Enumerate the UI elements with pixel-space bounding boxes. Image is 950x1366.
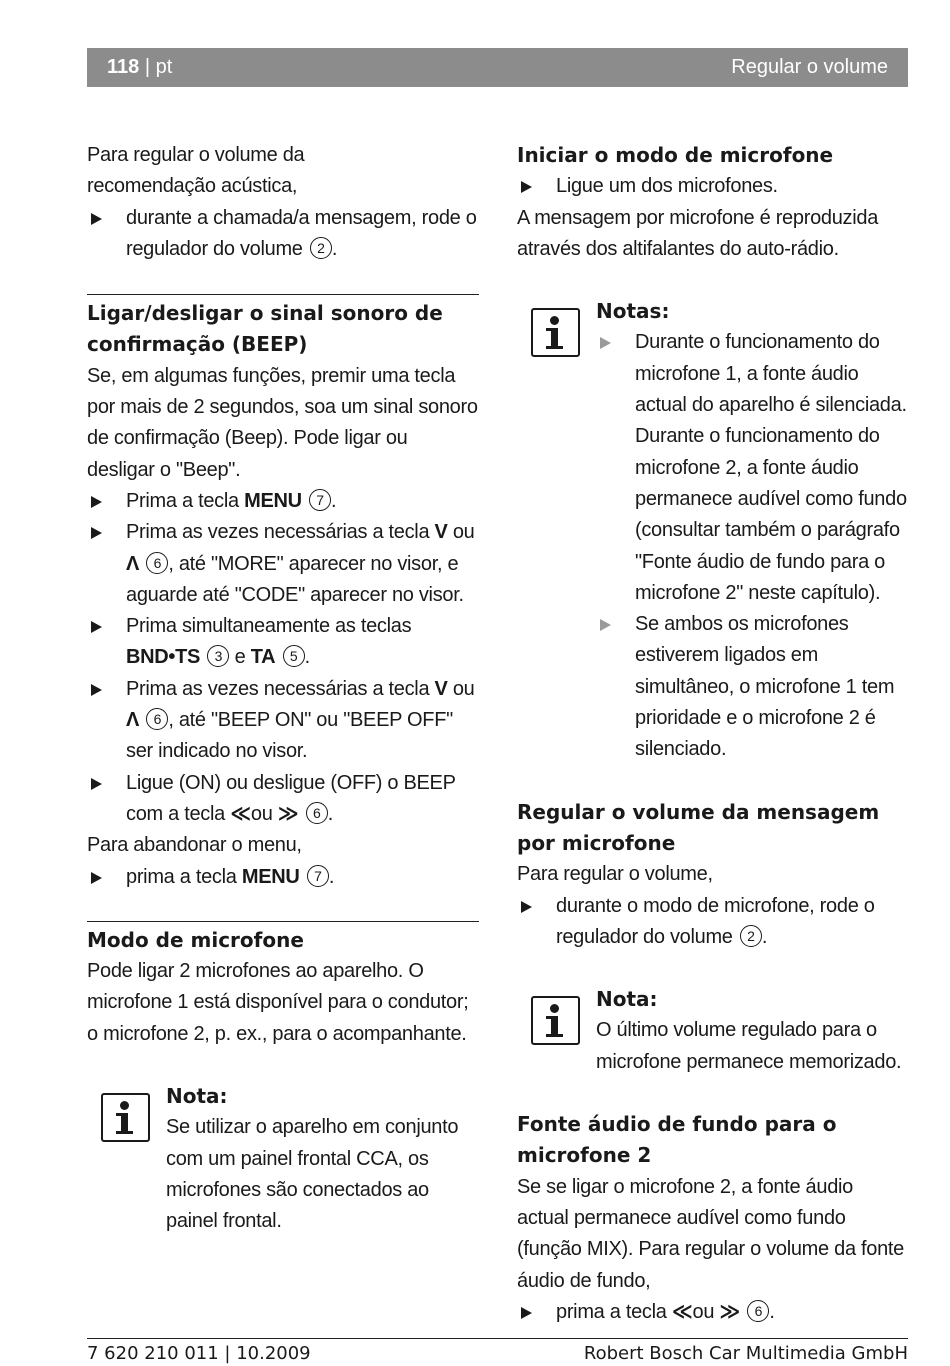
- bullet-arrow-icon: [600, 337, 611, 349]
- key-right-icon: ≫: [277, 802, 299, 825]
- ref-number: 2: [310, 237, 332, 259]
- body-text: Para regular o volume,: [517, 863, 713, 886]
- footer-doc-number: 7 620 210 011 | 10.2009: [87, 1343, 311, 1364]
- bullet-arrow-icon: [91, 684, 102, 696]
- bullet-arrow-icon: [91, 213, 102, 225]
- section-heading: Regular o volume da mensagem por microfone: [517, 799, 880, 855]
- notes-box: [517, 296, 909, 765]
- body-text: Pode ligar 2 microfones ao aparelho. O microfone 1 está disponível para o condutor; o microfone 2, p. ex., para o acompanhante.: [87, 960, 469, 1045]
- bullet-arrow-icon: [91, 621, 102, 633]
- step-item: Prima a tecla MENU 7 .: [87, 486, 479, 517]
- page-header: [87, 48, 908, 87]
- note-text: O último volume regulado para o microfone permanece memorizado.: [596, 1019, 902, 1073]
- section-heading: Modo de microfone: [87, 927, 304, 952]
- bullet-arrow-icon: [521, 181, 532, 193]
- key-up-icon: Λ: [126, 709, 140, 732]
- footer-company: Robert Bosch Car Multimedia GmbH: [583, 1343, 908, 1364]
- note-title: Notas:: [596, 299, 670, 324]
- body-text: Para abandonar o menu,: [87, 834, 302, 857]
- section-heading: Fonte áudio de fundo para o microfone 2: [517, 1112, 837, 1168]
- body-text: Se, em algumas funções, premir uma tecla por mais de 2 segundos, soa um sinal sonoro de confirmação (Beep). Pode ligar ou desligar o "Beep".: [87, 364, 478, 481]
- info-icon: [101, 1093, 150, 1142]
- key-down-icon: V: [434, 521, 448, 544]
- step-item: prima a tecla MENU 7 .: [87, 862, 479, 893]
- left-column: [87, 140, 479, 1238]
- section-divider: [87, 921, 479, 922]
- step-item: durante a chamada/a mensagem, rode o regulador do volume 2 .: [87, 203, 479, 266]
- step-item: prima a tecla ≪ou ≫ 6 .: [517, 1297, 909, 1328]
- right-column: [517, 140, 909, 1328]
- page-number: 118 | pt: [107, 56, 173, 78]
- note-box: [517, 984, 909, 1078]
- key-down-icon: V: [434, 677, 448, 700]
- note-item: Durante o funcionamento do microfone 1, a fonte áudio actual do aparelho é silenciada. Durante o funcionamento do microfone 2, a fonte áudio permanece audível como fundo (consultar também o parágrafo "Fonte áudio de fundo para o microfone 2" neste capítulo).: [596, 327, 909, 609]
- step-item: Prima as vezes necessárias a tecla V ou Λ 6 , até "MORE" aparecer no visor, e aguarde até "CODE" aparecer no visor.: [87, 517, 479, 611]
- bullet-arrow-icon: [91, 872, 102, 884]
- info-icon: [531, 996, 580, 1045]
- key-left-icon: ≪: [671, 1300, 693, 1323]
- bullet-arrow-icon: [521, 901, 532, 913]
- key-up-icon: Λ: [126, 552, 140, 575]
- bullet-arrow-icon: [600, 619, 611, 631]
- bullet-arrow-icon: [521, 1307, 532, 1319]
- intro-text: Para regular o volume da recomendação acústica,: [87, 144, 305, 198]
- bullet-arrow-icon: [91, 496, 102, 508]
- note-box: [87, 1081, 479, 1237]
- step-item: durante o modo de microfone, rode o regulador do volume 2 .: [517, 891, 909, 954]
- step-item: Prima as vezes necessárias a tecla V ou Λ 6 , até "BEEP ON" ou "BEEP OFF" ser indicado no visor.: [87, 674, 479, 768]
- section-heading: Iniciar o modo de microfone: [517, 143, 834, 167]
- bullet-arrow-icon: [91, 527, 102, 539]
- note-text: Se utilizar o aparelho em conjunto com um painel frontal CCA, os microfones são conectados ao painel frontal.: [166, 1116, 459, 1233]
- key-left-icon: ≪: [230, 802, 251, 825]
- body-text: Se se ligar o microfone 2, a fonte áudio actual permanece audível como fundo (função MIX). Para regular o volume da fonte áudio de fundo,: [517, 1175, 905, 1292]
- note-item: Se ambos os microfones estiverem ligados em simultâneo, o microfone 1 tem prioridade e o microfone 2 é silenciado.: [596, 609, 909, 765]
- step-item: Prima simultaneamente as teclas BND•TS 3 e TA 5 .: [87, 611, 479, 674]
- body-text: A mensagem por microfone é reproduzida através dos altifalantes do auto-rádio.: [517, 206, 879, 260]
- step-item: Ligue um dos microfones.: [517, 171, 909, 202]
- step-item: Ligue (ON) ou desligue (OFF) o BEEP com a tecla ≪ou ≫ 6 .: [87, 768, 479, 831]
- note-title: Nota:: [596, 987, 658, 1012]
- section-heading: Ligar/desligar o sinal sonoro de confirmação (BEEP): [87, 301, 443, 357]
- note-title: Nota:: [166, 1084, 228, 1109]
- bullet-arrow-icon: [91, 778, 102, 790]
- info-icon: [531, 308, 580, 357]
- key-right-icon: ≫: [719, 1300, 741, 1323]
- section-title: Regular o volume: [731, 56, 888, 78]
- footer-divider: [87, 1338, 908, 1339]
